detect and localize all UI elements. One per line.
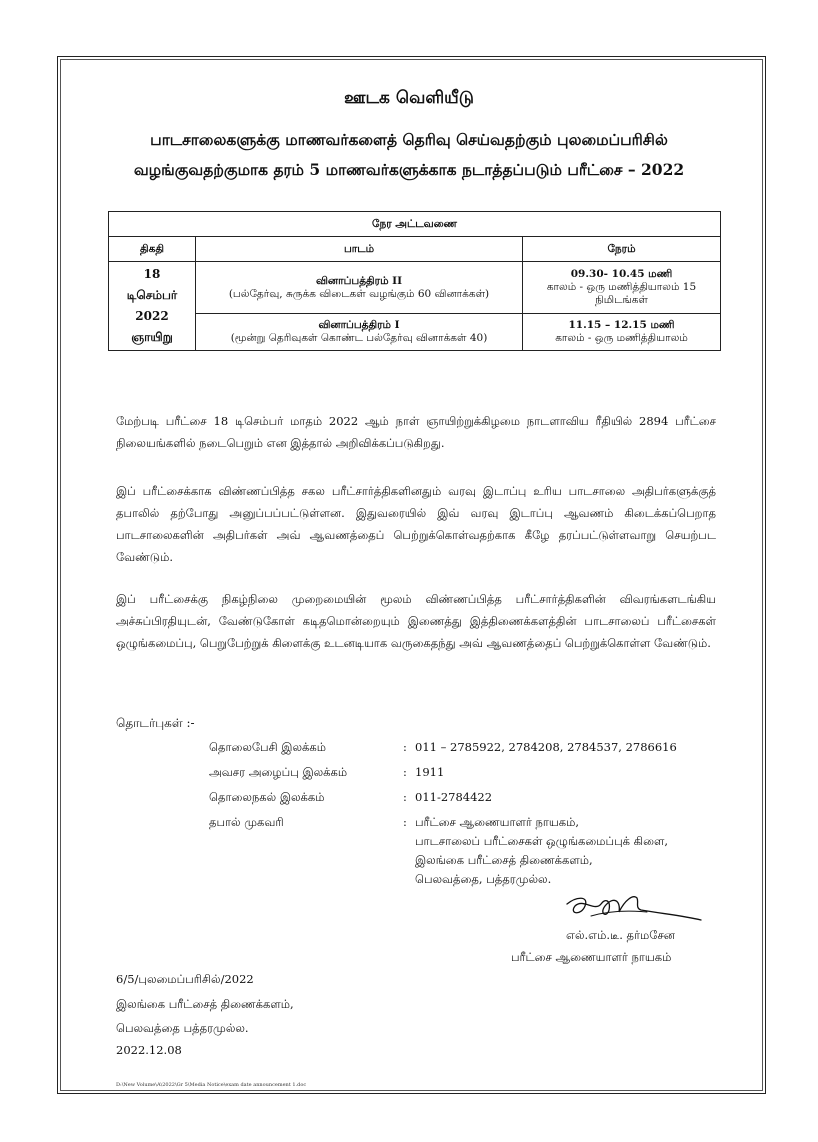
contact-colon: : xyxy=(403,790,407,804)
subtitle-line-2: வழங்குவதற்குமாக தரம் 5 மாணவர்களுக்காக நடாத்தப்படும் பரீட்சை – 2022 xyxy=(133,160,685,179)
signature-image xyxy=(555,890,705,930)
contact-label: அவசர அழைப்பு இலக்கம் xyxy=(209,765,348,779)
timetable xyxy=(108,211,721,351)
postal-line: பரீட்சை ஆணையாளர் நாயகம், xyxy=(415,815,580,829)
contact-colon: : xyxy=(403,815,407,829)
paragraph-admission-cards: இப் பரீட்சைக்காக விண்ணப்பித்த சகல பரீட்சார்த்திகளினதும் வரவு இடாப்பு உரிய பாடசாலை அதிபர்களுக்குத் தபாலில் தற்போது அனுப்பப்பட்டுள்ளன. இதுவரையில் இவ் வரவு இடாப்பு ஆவணம் கிடைக்கப்பெறாத பாடசாலைகளின் அதிபர்கள் அவ் ஆவணத்தைப் பெற்றுக்கொள்வதற்காக கீழே தரப்பட்டுள்ளவாறு செயற்பட வேண்டும். xyxy=(116,484,716,564)
contact-label: தபால் முகவரி xyxy=(209,815,284,829)
contact-row-phone xyxy=(0,738,818,758)
subject-cell xyxy=(196,262,523,314)
contact-label: தொலைபேசி இலக்கம் xyxy=(209,740,326,754)
duration: காலம் - ஒரு மணித்தியாலம் 15 நிமிடங்கள் xyxy=(546,281,697,307)
file-path: D:\New Volume\A\2022\Gr 5\Media Notice\exam date announcement 1.doc xyxy=(116,1082,307,1088)
contact-row-hotline xyxy=(0,763,818,783)
contacts-heading: தொடர்புகள் :- xyxy=(116,716,195,730)
time-cell xyxy=(523,262,721,314)
column-header-date: திகதி xyxy=(109,237,196,262)
date-weekday: ஞாயிறு xyxy=(131,330,173,344)
signatory-designation: பரீட்சை ஆணையாளர் நாயகம் xyxy=(511,950,672,964)
time-cell xyxy=(523,314,721,351)
contact-value: 011-2784422 xyxy=(415,790,493,804)
contact-row-fax xyxy=(0,788,818,808)
footer-address: பெலவத்தை பத்தரமுல்ல. xyxy=(116,1021,249,1035)
paper-description: (மூன்று தெரிவுகள் கொண்ட பல்தேர்வு வினாக்கள் 40) xyxy=(230,332,488,345)
paper-name: வினாப்பத்திரம் I xyxy=(318,319,400,332)
exam-date-cell xyxy=(109,262,196,351)
postal-line: இலங்கை பரீட்சைத் திணைக்களம், xyxy=(415,853,593,867)
signatory-name: எல்.எம்.டீ. தர்மசேன xyxy=(566,928,675,942)
document-title: ஊடக வெளியீடு xyxy=(344,88,474,108)
paper-name: வினாப்பத்திரம் II xyxy=(315,274,403,287)
contact-row-postal xyxy=(0,813,818,893)
reference-number: 6/5/புலமைப்பரிசில்/2022 xyxy=(116,972,254,986)
table-row xyxy=(109,262,721,314)
paragraph-exam-announcement: மேற்படி பரீட்சை 18 டிசெம்பர் மாதம் 2022 ஆம் நாள் ஞாயிற்றுக்கிழமை நாடளாவிய ரீதியில் 2894 பரீட்சை நிலையங்களில் நடைபெறும் என இத்தால் அறிவிக்கப்படுகிறது. xyxy=(116,414,716,450)
contact-label: தொலைநகல் இலக்கம் xyxy=(209,790,325,804)
postal-line: பாடசாலைப் பரீட்சைகள் ஒழுங்கமைப்புக் கிளை, xyxy=(415,834,668,848)
subject-cell xyxy=(196,314,523,351)
table-row xyxy=(109,314,721,351)
column-header-time: நேரம் xyxy=(523,237,721,262)
duration: காலம் - ஒரு மணித்தியாலம் xyxy=(555,332,688,345)
contact-colon: : xyxy=(403,765,407,779)
contact-value: 011 – 2785922, 2784208, 2784537, 2786616 xyxy=(415,740,677,754)
column-header-subject: பாடம் xyxy=(196,237,523,262)
timetable-caption: நேர அட்டவணை xyxy=(109,212,721,237)
time-range: 09.30- 10.45 மணி xyxy=(570,268,673,281)
postal-address xyxy=(415,813,668,889)
paper-description: (பல்தேர்வு, சுருக்க விடைகள் வழங்கும் 60 வினாக்கள்) xyxy=(228,287,490,300)
subtitle-line-1: பாடசாலைகளுக்கு மாணவர்களைத் தெரிவு செய்வதற்கும் புலமைப்பரிசில் xyxy=(150,130,668,149)
date-year: 2022 xyxy=(135,309,169,323)
date-day: 18 xyxy=(143,267,161,281)
date-month: டிசெம்பர் xyxy=(126,288,178,302)
issue-date: 2022.12.08 xyxy=(116,1043,182,1057)
postal-line: பெலவத்தை, பத்தரமுல்ல. xyxy=(415,872,552,886)
contact-value: 1911 xyxy=(415,765,445,779)
paragraph-online-applicants: இப் பரீட்சைக்கு நிகழ்நிலை முறைமையின் மூலம் விண்ணப்பித்த பரீட்சார்த்திகளின் விவரங்களடங்கிய அச்சுப்பிரதியுடன், வேண்டுகோள் கடிதமொன்றையும் இணைத்து இத்திணைக்களத்தின் பாடசாலைப் பரீட்சைகள் ஒழுங்கமைப்பு, பெறுபேற்றுக் கிளைக்கு உடனடியாக வருகைதந்து அவ் ஆவணத்தைப் பெற்றுக்கொள்ள வேண்டும். xyxy=(116,592,716,650)
contact-colon: : xyxy=(403,740,407,754)
footer-office: இலங்கை பரீட்சைத் திணைக்களம், xyxy=(116,997,294,1011)
time-range: 11.15 – 12.15 மணி xyxy=(568,319,675,332)
